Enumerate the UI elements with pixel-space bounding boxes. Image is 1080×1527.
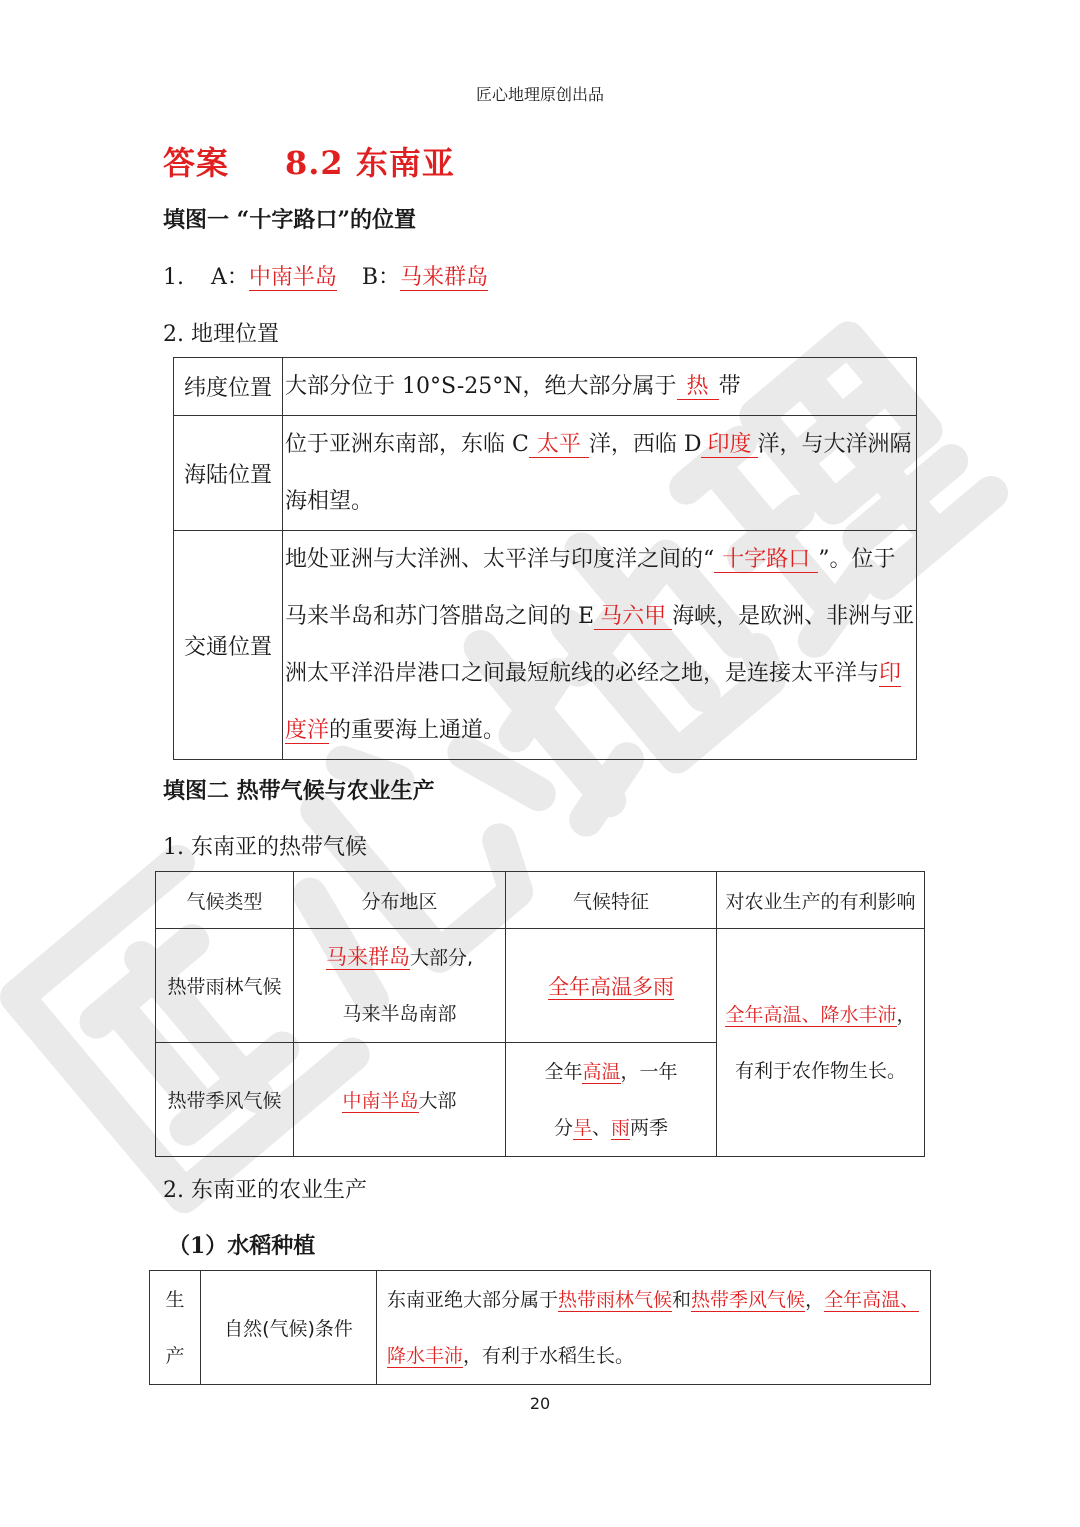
table-row xyxy=(156,872,925,929)
sea-answer-c: 太平 xyxy=(529,432,589,458)
sea-text: 洋，西临 D xyxy=(588,432,702,457)
traffic-text: 的重要海上通道。 xyxy=(329,718,506,743)
part2-heading: 填图二 热带气候与农业生产 xyxy=(163,778,435,804)
monsoon-type: 热带季风气候 xyxy=(156,1043,294,1157)
monsoon-feature-text: 、 xyxy=(591,1116,611,1139)
rice-category-line: 产 xyxy=(165,1344,185,1367)
monsoon-feature-text: ，一年 xyxy=(620,1060,678,1083)
traffic-answer-strait: 马六甲 xyxy=(594,604,672,630)
title-section-name: 东南亚 xyxy=(355,144,455,182)
sea-text: 洋，与大洋洲隔海相望。 xyxy=(285,432,912,514)
question-1-number: 1. xyxy=(163,265,184,290)
lat-label: 纬度位置 xyxy=(174,358,283,416)
lat-text: 大部分位于 10°S-25°N，绝大部分属于 xyxy=(285,374,677,399)
header-area: 分布地区 xyxy=(294,872,506,929)
monsoon-feature-answer-wet: 雨 xyxy=(611,1116,631,1139)
rainforest-area-text: 马来半岛南部 xyxy=(342,1003,457,1025)
answer-b: 马来群岛 xyxy=(400,265,489,290)
rainforest-area-text: 大部分, xyxy=(409,947,474,969)
answer-b-label: B： xyxy=(361,265,401,290)
table-row xyxy=(174,531,917,760)
answer-a: 中南半岛 xyxy=(248,265,337,290)
rice-text: 和 xyxy=(672,1288,692,1311)
monsoon-feature-text: 全年 xyxy=(544,1060,583,1083)
climate-heading: 1. 东南亚的热带气候 xyxy=(163,835,367,860)
rice-text: ，有利于水稻生长。 xyxy=(463,1344,635,1367)
question-1 xyxy=(163,260,488,291)
header-feature: 气候特征 xyxy=(506,872,717,929)
rice-answer-rain: 降水丰沛 xyxy=(387,1344,464,1367)
rice-text: ， xyxy=(805,1288,825,1311)
traffic-text: 海峡，是欧洲、非洲与亚洲太平洋沿岸港口之间最短航线的必经之地，是连接太平洋与 xyxy=(285,604,915,686)
impact-cell xyxy=(717,929,925,1157)
traffic-answer-ocean: 印度洋 xyxy=(285,661,902,743)
rainforest-area-answer: 马来群岛 xyxy=(325,945,410,969)
rice-heading: （1）水稻种植 xyxy=(168,1233,316,1259)
monsoon-feature-answer-hot: 高温 xyxy=(582,1060,621,1083)
header-impact: 对农业生产的有利影响 xyxy=(717,872,925,929)
rice-condition-text xyxy=(377,1271,931,1385)
table-row xyxy=(174,416,917,531)
impact-answer: 全年高温、降水丰沛 xyxy=(725,1003,897,1026)
rice-answer-monsoon: 热带季风气候 xyxy=(691,1288,806,1311)
question-2-heading: 2. 地理位置 xyxy=(163,322,279,347)
rainforest-feature xyxy=(506,929,717,1043)
agriculture-heading: 2. 东南亚的农业生产 xyxy=(163,1178,367,1203)
monsoon-area xyxy=(294,1043,506,1157)
sea-answer-d: 印度 xyxy=(701,432,757,458)
part1-heading: 填图一 “十字路口”的位置 xyxy=(163,207,416,233)
rice-answer-hot: 全年高温、 xyxy=(824,1288,920,1311)
answer-a-label: A： xyxy=(211,265,249,290)
traffic-answer-crossroads: 十字路口 xyxy=(714,547,818,573)
sea-label: 海陆位置 xyxy=(174,416,283,531)
impact-text: 有利于农作物生长。 xyxy=(734,1059,906,1082)
lat-answer: 热 xyxy=(677,374,719,400)
table-row xyxy=(156,929,925,1043)
table-row xyxy=(150,1271,931,1385)
rice-category-line: 生 xyxy=(165,1288,185,1311)
rainforest-type: 热带雨林气候 xyxy=(156,929,294,1043)
monsoon-feature-text: 两季 xyxy=(630,1116,669,1139)
table-row xyxy=(174,358,917,416)
page-header: 匠心地理原创出品 xyxy=(475,85,604,104)
rice-answer-rainforest: 热带雨林气候 xyxy=(558,1288,673,1311)
monsoon-feature xyxy=(506,1043,717,1157)
header-climate-type: 气候类型 xyxy=(156,872,294,929)
traffic-text: ”。位于马来半岛和苏门答腊岛之间的 E xyxy=(285,547,896,629)
rice-table xyxy=(149,1270,931,1385)
location-table xyxy=(173,357,917,760)
monsoon-area-text: 大部 xyxy=(418,1090,457,1112)
lat-value xyxy=(283,358,917,416)
rice-category xyxy=(150,1271,201,1385)
traffic-text: 地处亚洲与大洋洲、太平洋与印度洋之间的“ xyxy=(285,547,715,572)
monsoon-area-answer: 中南半岛 xyxy=(342,1090,419,1112)
sea-value xyxy=(283,416,917,531)
rainforest-area xyxy=(294,929,506,1043)
monsoon-feature-text: 分 xyxy=(553,1116,573,1139)
impact-text: ， xyxy=(896,1003,916,1026)
rainforest-feature-answer: 全年高温多雨 xyxy=(548,974,674,999)
lat-text-end: 带 xyxy=(718,374,741,399)
traffic-label: 交通位置 xyxy=(174,531,283,760)
page-title xyxy=(163,138,455,184)
rice-condition-label: 自然(气候)条件 xyxy=(201,1271,377,1385)
page-number: 20 xyxy=(529,1394,551,1413)
traffic-value xyxy=(283,531,917,760)
sea-text: 位于亚洲东南部，东临 C xyxy=(285,432,529,457)
title-prefix: 答案 xyxy=(163,144,230,182)
climate-table xyxy=(155,871,925,1157)
rice-text: 东南亚绝大部分属于 xyxy=(387,1288,559,1311)
monsoon-feature-answer-dry: 旱 xyxy=(572,1116,592,1139)
title-section-number: 8.2 xyxy=(285,144,344,182)
